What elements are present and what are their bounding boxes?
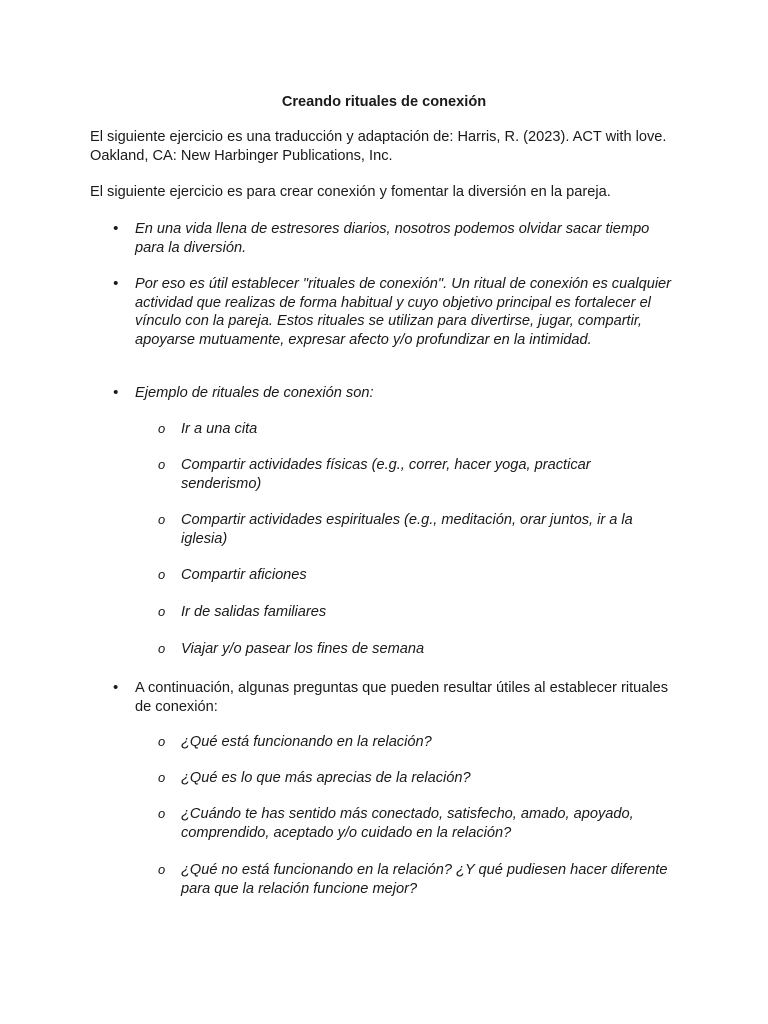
sub-item-text: Compartir actividades físicas (e.g., correr, hacer yoga, practicar senderismo) [181, 457, 591, 492]
intro-source-paragraph: El siguiente ejercicio es una traducción y adaptación de: Harris, R. (2023). ACT with love. Oakland, CA: New Harbinger Publications, Inc. [90, 129, 667, 164]
sub-item-text: ¿Qué es lo que más aprecias de la relación? [181, 770, 471, 786]
sub-marker: o [158, 806, 166, 821]
sub-item-text: ¿Qué no está funcionando en la relación? ¿Y qué pudiesen hacer diferente para que la relación funcione mejor? [181, 862, 668, 897]
sub-marker: o [158, 604, 166, 619]
sub-item-text: ¿Qué está funcionando en la relación? [181, 734, 432, 750]
bullet-text: A continuación, algunas preguntas que pueden resultar útiles al establecer rituales de conexión: [135, 680, 669, 715]
sub-item-text: Ir a una cita [181, 421, 258, 437]
sub-item-text: Viajar y/o pasear los fines de semana [181, 641, 425, 657]
sub-item-text: Ir de salidas familiares [181, 604, 327, 620]
sub-marker: o [158, 641, 166, 656]
intro-purpose-paragraph: El siguiente ejercicio es para crear conexión y fomentar la diversión en la pareja. [90, 184, 611, 200]
sub-item-text: Compartir aficiones [181, 567, 307, 583]
sub-marker: o [158, 770, 166, 785]
bullet-marker: • [113, 679, 119, 696]
sub-marker: o [158, 862, 166, 877]
sub-item-text: Compartir actividades espirituales (e.g., meditación, orar juntos, ir a la iglesia) [181, 512, 633, 547]
bullet-text: Por eso es útil establecer "rituales de conexión". Un ritual de conexión es cualquier actividad que realizas de forma habitual y cuyo objetivo principal es fortalecer el vínculo con la pareja. Estos rituales se utilizan para divertirse, jugar, compartir, apoyarse mutuamente, expresar afecto y/o profundizar en la intimidad. [135, 276, 672, 348]
bullet-text: Ejemplo de rituales de conexión son: [135, 385, 374, 401]
sub-marker: o [158, 421, 166, 436]
sub-item-text: ¿Cuándo te has sentido más conectado, satisfecho, amado, apoyado, comprendido, aceptado y/o cuidado en la relación? [181, 806, 634, 841]
bullet-marker: • [113, 275, 119, 292]
bullet-text: En una vida llena de estresores diarios, nosotros podemos olvidar sacar tiempo para la diversión. [135, 221, 650, 256]
sub-marker: o [158, 734, 166, 749]
bullet-marker: • [113, 384, 119, 401]
document-title: Creando rituales de conexión [281, 94, 487, 110]
sub-marker: o [158, 567, 166, 582]
sub-marker: o [158, 512, 166, 527]
bullet-marker: • [113, 220, 119, 237]
sub-marker: o [158, 457, 166, 472]
